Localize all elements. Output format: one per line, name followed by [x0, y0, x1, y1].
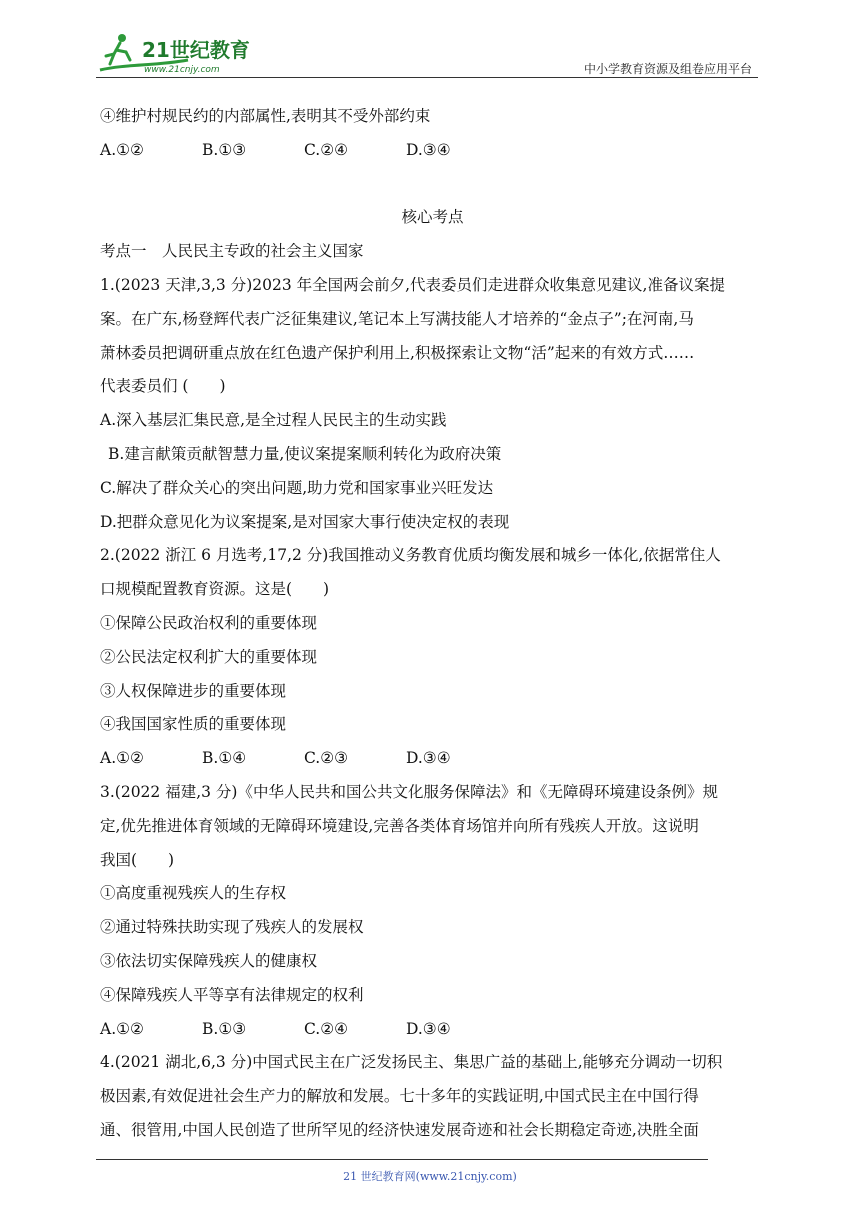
- text-line: 代表委员们 ( ): [100, 377, 226, 396]
- question-4: 4.(2021 湖北,6,3 分)中国式民主在广泛发扬民主、集思广益的基础上,能够充分调动一切积: [100, 1053, 723, 1072]
- option-a: A.①②: [100, 749, 144, 768]
- footer-divider: [96, 1159, 708, 1160]
- text-line: ④我国国家性质的重要体现: [100, 715, 287, 734]
- platform-title: 中小学教育资源及组卷应用平台: [583, 62, 752, 76]
- option-b: B.①③: [202, 1019, 247, 1038]
- option-d: D.③④: [406, 1019, 451, 1038]
- page-header: [96, 30, 756, 80]
- option-c: C.②④: [304, 1019, 349, 1038]
- text-line: ③人权保障进步的重要体现: [100, 681, 287, 700]
- topic-heading: 考点一 人民民主专政的社会主义国家: [100, 242, 364, 261]
- question-3: 3.(2022 福建,3 分)《中华人民共和国公共文化服务保障法》和《无障碍环境建设条例》规: [100, 782, 718, 801]
- answer-options: [100, 134, 765, 168]
- question-2: 2.(2022 浙江 6 月选考,17,2 分)我国推动义务教育优质均衡发展和城乡一体化,依据常住人: [100, 546, 721, 565]
- answer-options: [100, 1013, 765, 1047]
- text-line: 案。在广东,杨登辉代表广泛征集建议,笔记本上写满技能人才培养的“金点子”;在河南,马: [100, 309, 694, 328]
- text-line: 我国( ): [100, 850, 175, 869]
- option-c: C.②③: [304, 749, 349, 768]
- option-b: B.①④: [202, 749, 247, 768]
- svg-text:www.21cnjy.com: www.21cnjy.com: [144, 65, 220, 75]
- text-line: ①高度重视残疾人的生存权: [100, 884, 287, 903]
- text-line: ④保障残疾人平等享有法律规定的权利: [100, 985, 364, 1004]
- option-d: D.③④: [406, 140, 451, 159]
- question-1: 1.(2023 天津,3,3 分)2023 年全国两会前夕,代表委员们走进群众收集意见建议,准备议案提: [100, 275, 725, 294]
- text-line: 口规模配置教育资源。这是( ): [100, 580, 330, 599]
- option-line: B.建言献策贡献智慧力量,使议案提案顺利转化为政府决策: [108, 444, 502, 463]
- option-c: C.②④: [304, 140, 349, 159]
- text-line: 通、很管用,中国人民创造了世所罕见的经济快速发展奇迹和社会长期稳定奇迹,决胜全面: [100, 1120, 699, 1139]
- text-line: 定,优先推进体育领域的无障碍环境建设,完善各类体育场馆并向所有残疾人开放。这说明: [100, 816, 699, 835]
- option-line: C.解决了群众关心的突出问题,助力党和国家事业兴旺发达: [100, 478, 494, 497]
- option-d: D.③④: [406, 749, 451, 768]
- option-line: A.深入基层汇集民意,是全过程人民民主的生动实践: [100, 411, 447, 430]
- text-line: 极因素,有效促进社会生产力的解放和发展。七十多年的实践证明,中国式民主在中国行得: [100, 1087, 699, 1106]
- text-line: ③依法切实保障残疾人的健康权: [100, 951, 318, 970]
- svg-text:21世纪教育: 21世纪教育: [142, 38, 250, 62]
- document-body: [100, 100, 765, 1148]
- text-line: ②公民法定权利扩大的重要体现: [100, 647, 318, 666]
- text-line: ②通过特殊扶助实现了残疾人的发展权: [100, 918, 364, 937]
- option-a: A.①②: [100, 140, 144, 159]
- section-title: 核心考点: [401, 208, 464, 227]
- footer-link[interactable]: 21 世纪教育网(www.21cnjy.com): [343, 1170, 517, 1183]
- logo-21cnjy: [96, 30, 256, 76]
- header-divider: [96, 77, 758, 78]
- text-line: 萧林委员把调研重点放在红色遗产保护利用上,积极探索让文物“活”起来的有效方式……: [100, 343, 695, 362]
- option-line: D.把群众意见化为议案提案,是对国家大事行使决定权的表现: [100, 512, 510, 531]
- answer-options: [100, 742, 765, 776]
- text-line: ①保障公民政治权利的重要体现: [100, 613, 318, 632]
- text-line: ④维护村规民约的内部属性,表明其不受外部约束: [100, 107, 431, 125]
- option-b: B.①③: [202, 140, 247, 159]
- option-a: A.①②: [100, 1019, 144, 1038]
